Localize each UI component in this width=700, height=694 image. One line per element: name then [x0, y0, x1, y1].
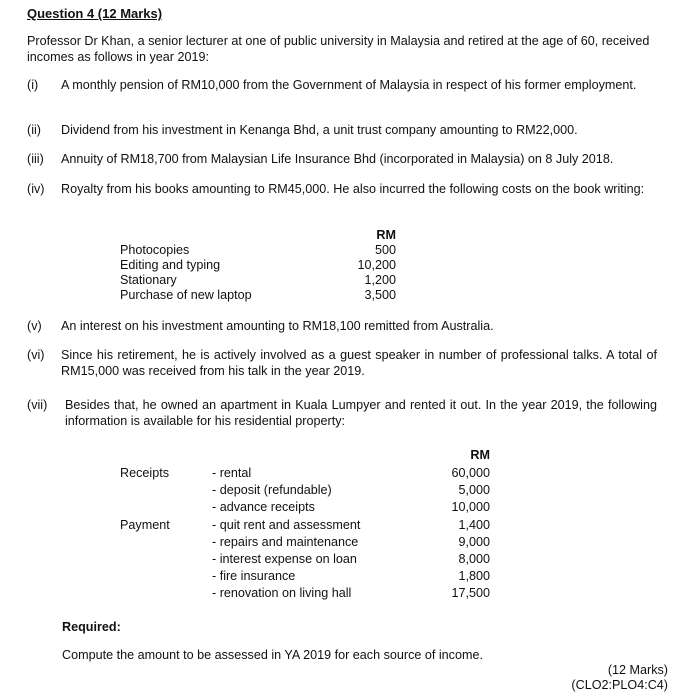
property-row-value: 5,000: [458, 483, 490, 497]
item-number: (vii): [27, 398, 48, 412]
item-number: (ii): [27, 123, 41, 137]
costs-row-label: Purchase of new laptop: [120, 288, 252, 302]
marks-label: (12 Marks): [607, 663, 668, 677]
property-row-label: - advance receipts: [212, 500, 315, 514]
income-item-iv: [27, 182, 657, 198]
property-row-label: - fire insurance: [212, 569, 296, 583]
property-row-label: - interest expense on loan: [212, 552, 357, 566]
property-row-value: 17,500: [451, 586, 490, 600]
property-row-label: - renovation on living hall: [212, 586, 352, 600]
income-item-ii: [27, 123, 657, 139]
property-table-header: RM: [470, 448, 490, 462]
property-row-value: 10,000: [451, 500, 490, 514]
property-row-label: - repairs and maintenance: [212, 535, 359, 549]
item-text: A monthly pension of RM10,000 from the Government of Malaysia in respect of his former employment.: [61, 78, 637, 92]
income-item-i: [27, 78, 657, 94]
intro-paragraph: Professor Dr Khan, a senior lecturer at one of public university in Malaysia and retired at the age of 60, received incomes as follows in year 2019:: [27, 34, 650, 64]
item-text: An interest on his investment amounting to RM18,100 remitted from Australia.: [61, 319, 494, 333]
item-text: Besides that, he owned an apartment in Kuala Lumpyer and rented it out. In the year 2019, the following information is available for his residential property:: [65, 398, 657, 428]
costs-row-label: Stationary: [120, 273, 177, 287]
item-text: Annuity of RM18,700 from Malaysian Life Insurance Bhd (incorporated in Malaysia) on 8 July 2018.: [61, 152, 614, 166]
costs-row-label: Photocopies: [120, 243, 190, 257]
question-heading: Question 4 (12 Marks): [27, 6, 163, 21]
costs-row-value: 1,200: [364, 273, 396, 287]
property-row-label: - quit rent and assessment: [212, 518, 361, 532]
property-row-value: 8,000: [458, 552, 490, 566]
property-row-value: 60,000: [451, 466, 490, 480]
costs-row-value: 3,500: [364, 288, 396, 302]
property-row-value: 9,000: [458, 535, 490, 549]
item-text: Dividend from his investment in Kenanga Bhd, a unit trust company amounting to RM22,000.: [61, 123, 578, 137]
income-item-v: [27, 319, 657, 335]
property-row-value: 1,800: [458, 569, 490, 583]
income-item-iii: [27, 152, 657, 168]
property-row-label: - deposit (refundable): [212, 483, 332, 497]
item-number: (iv): [27, 182, 45, 196]
required-label: Required:: [62, 620, 121, 634]
income-item-vii: [27, 398, 657, 429]
costs-table-header: RM: [376, 228, 396, 242]
receipts-label: Receipts: [120, 466, 169, 480]
required-text: Compute the amount to be assessed in YA 2019 for each source of income.: [62, 648, 483, 662]
item-number: (i): [27, 78, 39, 92]
payment-label: Payment: [120, 518, 170, 532]
costs-row-label: Editing and typing: [120, 258, 221, 272]
item-text: Since his retirement, he is actively involved as a guest speaker in number of professional talks. A total of RM15,000 was received from his talk in the year 2019.: [61, 348, 657, 378]
costs-row-value: 500: [374, 243, 396, 257]
property-row-value: 1,400: [458, 518, 490, 532]
item-number: (iii): [27, 152, 44, 166]
item-number: (v): [27, 319, 42, 333]
income-item-vi: [27, 348, 657, 379]
item-number: (vi): [27, 348, 45, 362]
property-row-label: - rental: [212, 466, 252, 480]
clo-label: (CLO2:PLO4:C4): [571, 678, 668, 692]
item-text: Royalty from his books amounting to RM45,000. He also incurred the following costs on the book writing:: [61, 182, 645, 196]
costs-row-value: 10,200: [357, 258, 396, 272]
